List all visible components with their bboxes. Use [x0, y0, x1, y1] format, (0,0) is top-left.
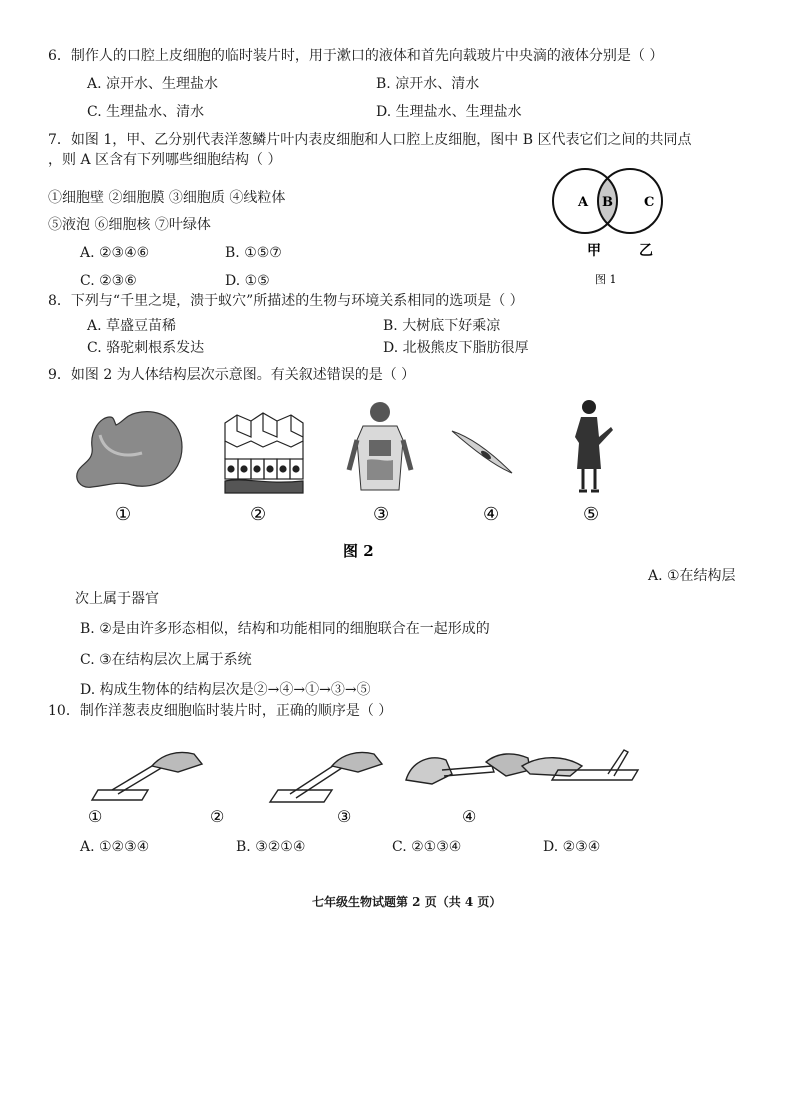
- human-figure-illustration: [575, 400, 613, 491]
- figure2-label-4: ④: [483, 504, 500, 525]
- figure2-label-5: ⑤: [583, 504, 600, 525]
- stomach-illustration: [77, 412, 182, 488]
- q7-structure-list-2: ⑤液泡 ⑥细胞核 ⑦叶绿体: [48, 217, 211, 233]
- figure3-label-4: ④: [462, 807, 477, 826]
- epithelial-tissue-illustration: [225, 413, 303, 493]
- body-structure-figure: [70, 395, 640, 565]
- venn-diagram-figure: [545, 158, 695, 293]
- q9-option-a-part2: 次上属于器官: [75, 591, 159, 607]
- q6-option-b: B. 凉开水、清水: [376, 76, 480, 92]
- q10-option-b: B. ③②①④: [236, 839, 306, 855]
- q7-option-c: C. ②③⑥: [80, 273, 137, 289]
- q7-structure-list-1: ①细胞壁 ②细胞膜 ③细胞质 ④线粒体: [48, 190, 286, 206]
- step4-illustration: [522, 750, 638, 780]
- q8-option-a: A. 草盛豆苗稀: [87, 318, 177, 334]
- venn-label-c: C: [644, 195, 655, 210]
- q10-option-d: D. ②③④: [543, 839, 601, 855]
- figure1-caption: 图 1: [595, 273, 617, 286]
- q8-stem: 8．下列与“千里之堤，溃于蚁穴”所描述的生物与环境关系相同的选项是（ ）: [48, 293, 524, 309]
- figure2-label-1: ①: [115, 504, 132, 525]
- figure3-label-3: ③: [337, 807, 352, 826]
- venn-label-yi: 乙: [639, 243, 653, 259]
- q10-option-c: C. ②①③④: [392, 839, 462, 855]
- page-footer: 七年级生物试题第 2 页（共 4 页）: [312, 895, 502, 909]
- q9-option-d: D. 构成生物体的结构层次是②→④→①→③→⑤: [80, 682, 371, 698]
- muscle-cell-illustration: [452, 431, 512, 473]
- step3-illustration: [406, 754, 530, 784]
- q7-option-d: D. ①⑤: [225, 273, 270, 289]
- q8-option-b: B. 大树底下好乘凉: [383, 318, 501, 334]
- q9-stem: 9．如图 2 为人体结构层次示意图。有关叙述错误的是（ ）: [48, 367, 416, 383]
- digestive-system-illustration: [349, 402, 411, 490]
- step1-illustration: [92, 753, 202, 801]
- q6-option-d: D. 生理盐水、生理盐水: [376, 104, 522, 120]
- step2-illustration: [270, 753, 382, 803]
- q7-stem-line1: 7．如图 1，甲、乙分别代表洋葱鳞片叶内表皮细胞和人口腔上皮细胞，图中 B 区代表它们之间的共同点: [48, 132, 692, 148]
- q10-stem: 10．制作洋葱表皮细胞临时装片时，正确的顺序是（ ）: [48, 703, 393, 719]
- q8-option-d: D. 北极熊皮下脂肪很厚: [383, 340, 529, 356]
- q9-option-a-part1: A. ①在结构层: [648, 568, 736, 584]
- venn-label-jia: 甲: [587, 243, 601, 259]
- q9-option-c: C. ③在结构层次上属于系统: [80, 652, 252, 668]
- figure2-label-2: ②: [250, 504, 267, 525]
- q10-option-a: A. ①②③④: [80, 839, 150, 855]
- q7-option-a: A. ②③④⑥: [80, 245, 150, 261]
- figure3-label-2: ②: [210, 807, 225, 826]
- q6-stem: 6．制作人的口腔上皮细胞的临时装片时，用于漱口的液体和首先向载玻片中央滴的液体分别是（ ）: [48, 48, 664, 64]
- q8-option-c: C. 骆驼刺根系发达: [87, 340, 205, 356]
- venn-label-b: B: [602, 195, 613, 210]
- figure2-label-3: ③: [373, 504, 390, 525]
- q9-option-b: B. ②是由许多形态相似，结构和功能相同的细胞联合在一起形成的: [80, 621, 490, 637]
- q6-option-a: A. 凉开水、生理盐水: [87, 76, 219, 92]
- figure3-label-1: ①: [88, 807, 103, 826]
- q7-option-b: B. ①⑤⑦: [225, 245, 282, 261]
- q7-stem-line2: ，则 A 区含有下列哪些细胞结构（ ）: [48, 152, 282, 168]
- figure2-caption: 图 2: [343, 542, 374, 560]
- q6-option-c: C. 生理盐水、清水: [87, 104, 205, 120]
- venn-label-a: A: [578, 195, 589, 210]
- slide-preparation-figure: [82, 740, 642, 832]
